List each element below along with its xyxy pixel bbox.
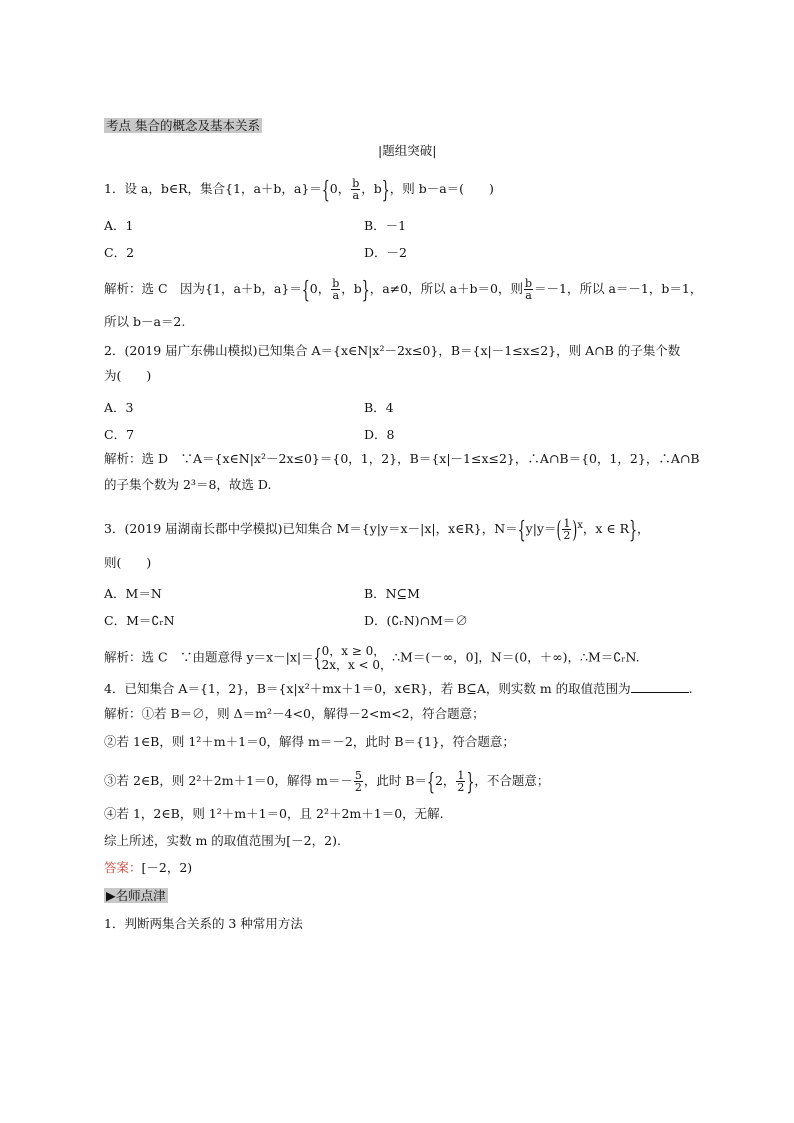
q2-option-a: A．3 [104, 400, 134, 415]
q4-solution-4: ④若 1，2∈B，则 1²＋m＋1＝0，且 2²＋2m＋1＝0，无解. [104, 806, 444, 821]
tips-tag: ▶名师点津 [106, 888, 166, 903]
q1-option-d: D．－2 [364, 245, 407, 260]
q3-option-c: C．M＝∁ᵣN [104, 613, 175, 628]
q3-option-b: B．N⊆M [364, 586, 420, 601]
q4-solution-3: ③若 2∈B，则 2²＋2m＋1＝0，解得 m＝－ $\frac{5}{2}$ ，此时 B＝{2， $\frac{1}{2}$ }，不合题意； [104, 766, 550, 795]
section-tag: 考点 集合的概念及基本关系 [106, 118, 260, 133]
q1-stem: 1．设 a，b∈R，集合{1，a＋b，a}＝{0， $\frac{b}{a}$ ，b}，则 b－a＝( ) [104, 174, 494, 203]
q2-option-d: D．8 [364, 427, 395, 442]
q3-stem-line2: 则( ) [104, 555, 152, 570]
q4-solution-5: 综上所述，实数 m 的取值范围为[－2，2). [104, 833, 341, 848]
q3-option-a: A．M＝N [104, 586, 162, 601]
q4-stem: 4．已知集合 A＝{1，2}，B＝{x|x²＋mx＋1＝0，x∈R}，若 B⊆A，则实数 m 的取值范围为 . [104, 681, 693, 696]
q1-fraction: $\frac{b}{a}$ [352, 177, 360, 202]
q2-solution: 解析：选 D ∵A＝{x∈N|x²－2x≤0}＝{0，1，2}，B＝{x|－1≤x≤2}，∴A∩B＝{0，1，2}，∴A∩B [104, 451, 700, 466]
q3-option-d: D．(∁ᵣN)∩M＝∅ [364, 613, 468, 628]
q4-solution-2: ②若 1∈B，则 1²＋m＋1＝0，解得 m＝－2，此时 B＝{1}，符合题意； [104, 734, 515, 749]
tips-item-1: 1．判断两集合关系的 3 种常用方法 [104, 916, 303, 931]
q1-solution: 解析：选 C 因为{1，a＋b，a}＝{0， $\frac{b}{a}$ ，b}，a≠0，所以 a＋b＝0，则 $\frac{b}{a}$ ＝－1，所以 a＝－1，b＝1， [104, 274, 703, 303]
piecewise-cases: 0，x ≥ 0， 2x，x < 0， [321, 644, 393, 672]
q2-option-c: C．7 [104, 427, 135, 442]
q2-option-b: B．4 [364, 400, 394, 415]
group-heading: |题组突破| [378, 143, 437, 158]
q1-solution-line2: 所以 b－a＝2. [104, 314, 186, 329]
q2-stem: 2．(2019 届广东佛山模拟)已知集合 A＝{x∈N|x²－2x≤0}，B＝{x|－1≤x≤2}，则 A∩B 的子集个数 [104, 343, 681, 358]
q4-answer: 答案：[－2，2) [104, 860, 193, 875]
q1-option-a: A．1 [104, 218, 134, 233]
q2-stem-line2: 为( ) [104, 368, 152, 383]
q3-stem: 3．(2019 届湖南长郡中学模拟)已知集合 M＝{y|y＝x－|x|，x∈R}，N＝{y|y＝( $\frac{1}{2}$ )$^x$，x ∈ R}， [104, 514, 650, 543]
q3-solution: 解析：选 C ∵由题意得 y＝x－|x|＝{ 0，x ≥ 0， 2x，x < 0， ∴M＝(－∞，0]，N＝(0，＋∞)，∴M＝∁ᵣN. [104, 642, 640, 672]
q1-option-c: C．2 [104, 245, 135, 260]
q2-solution-line2: 的子集个数为 2³＝8，故选 D. [104, 477, 272, 492]
q4-solution-1: 解析：①若 B＝∅，则 Δ＝m²－4<0，解得－2<m<2，符合题意； [104, 706, 485, 721]
answer-blank [631, 680, 689, 693]
q1-option-b: B．－1 [364, 218, 407, 233]
